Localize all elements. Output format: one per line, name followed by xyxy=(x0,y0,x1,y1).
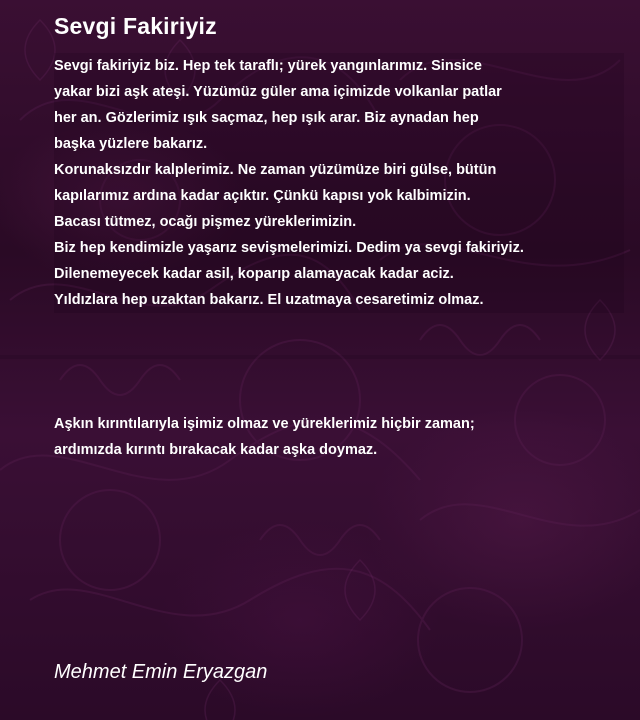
poem-line: Yıldızlara hep uzaktan bakarız. El uzatmaya cesaretimiz olmaz. xyxy=(54,292,484,308)
poem-title: Sevgi Fakiriyiz xyxy=(54,13,217,39)
poem-line: Aşkın kırıntılarıyla işimiz olmaz ve yüreklerimiz hiçbir zaman; xyxy=(54,416,475,432)
poem-line: Korunaksızdır kalplerimiz. Ne zaman yüzümüze biri gülse, bütün xyxy=(54,162,497,178)
poem-line: Bacası tütmez, ocağı pişmez yüreklerimizin. xyxy=(54,214,357,230)
poem-stanza-1 xyxy=(54,53,624,313)
poem-author: Mehmet Emin Eryazgan xyxy=(54,661,268,683)
poem-line: kapılarımız ardına kadar açıktır. Çünkü kapısı yok kalbimizin. xyxy=(54,188,471,204)
poem-stanza-2 xyxy=(54,411,624,463)
poem-line: Biz hep kendimizle yaşarız sevişmelerimizi. Dedim ya sevgi fakiriyiz. xyxy=(54,240,524,256)
poem-line: başka yüzlere bakarız. xyxy=(54,136,208,152)
poem-line: Dilenemeyecek kadar asil, koparıp alamayacak kadar aciz. xyxy=(54,266,454,282)
poem-line: Sevgi fakiriyiz biz. Hep tek taraflı; yürek yangınlarımız. Sinsice xyxy=(54,58,482,74)
section-divider xyxy=(0,355,640,359)
poem-line: yakar bizi aşk ateşi. Yüzümüz güler ama içimizde volkanlar patlar xyxy=(54,84,502,100)
poem-line: her an. Gözlerimiz ışık saçmaz, hep ışık arar. Biz aynadan hep xyxy=(54,110,479,126)
poem-line: ardımızda kırıntı bırakacak kadar aşka doymaz. xyxy=(54,442,378,458)
